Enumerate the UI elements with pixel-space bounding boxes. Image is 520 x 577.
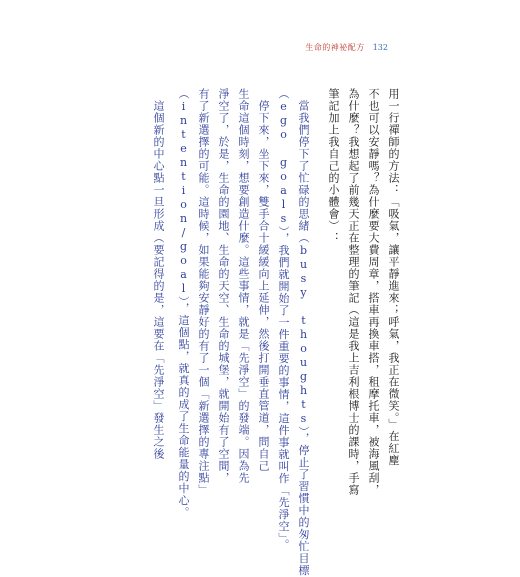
text-line-p2-7: （intention/goal），這個點，就真的成了生命能量的中心。 xyxy=(177,88,190,519)
text-line-p1-3: 為什麼？我想起了前幾天正在整理的筆記（這是我上吉利根博士的課時，手寫 xyxy=(347,88,360,496)
text-line-p2-2: （ego goals），我們就開始了一件重要的事情，這件事就叫作「先淨空」。 xyxy=(277,88,290,551)
text-line-p2-4: 生命這個時刻，想要創造什麼。這些事情，就是「先淨空」的發端。因為先 xyxy=(237,88,250,484)
text-line-p2-6: 有了新選擇的可能。這時候，如果能夠安靜好的有了一個「新選擇的專注點」 xyxy=(197,88,210,496)
running-header xyxy=(305,42,388,53)
text-line-p2-5: 淨空了，於是，生命的園地、生命的天空、生命的城堡，就開始有了空間， xyxy=(217,88,230,484)
text-line-p2-8: 這個新的中心點一旦形成（要記得的是，這要在「先淨空」發生之後 xyxy=(152,100,165,460)
vertical-text-body xyxy=(150,88,400,577)
text-line-p1-4: 筆記加上我自己的小體會）： xyxy=(327,88,340,244)
text-line-p2-3: 停下來，坐下來，雙手合十緩緩向上延伸，然後打開垂直管道，問自己 xyxy=(257,100,270,472)
text-line-p1-1: 用一行禪師的方法：「吸氣，讓平靜進來；呼氣，我正在微笑。」在紅塵 xyxy=(387,88,400,467)
text-line-p2-1: 當我們停下了忙碌的思緒（busy thoughts），停止了習慣中的匆忙目標 xyxy=(297,100,310,577)
chapter-title: 生命的神祕配方 xyxy=(305,43,365,52)
page-number: 132 xyxy=(372,43,388,52)
text-line-p1-2: 不也可以安靜嗎？為什麼要大費周章，搭車再換車搭，租摩托車，被海風刮， xyxy=(367,88,380,496)
